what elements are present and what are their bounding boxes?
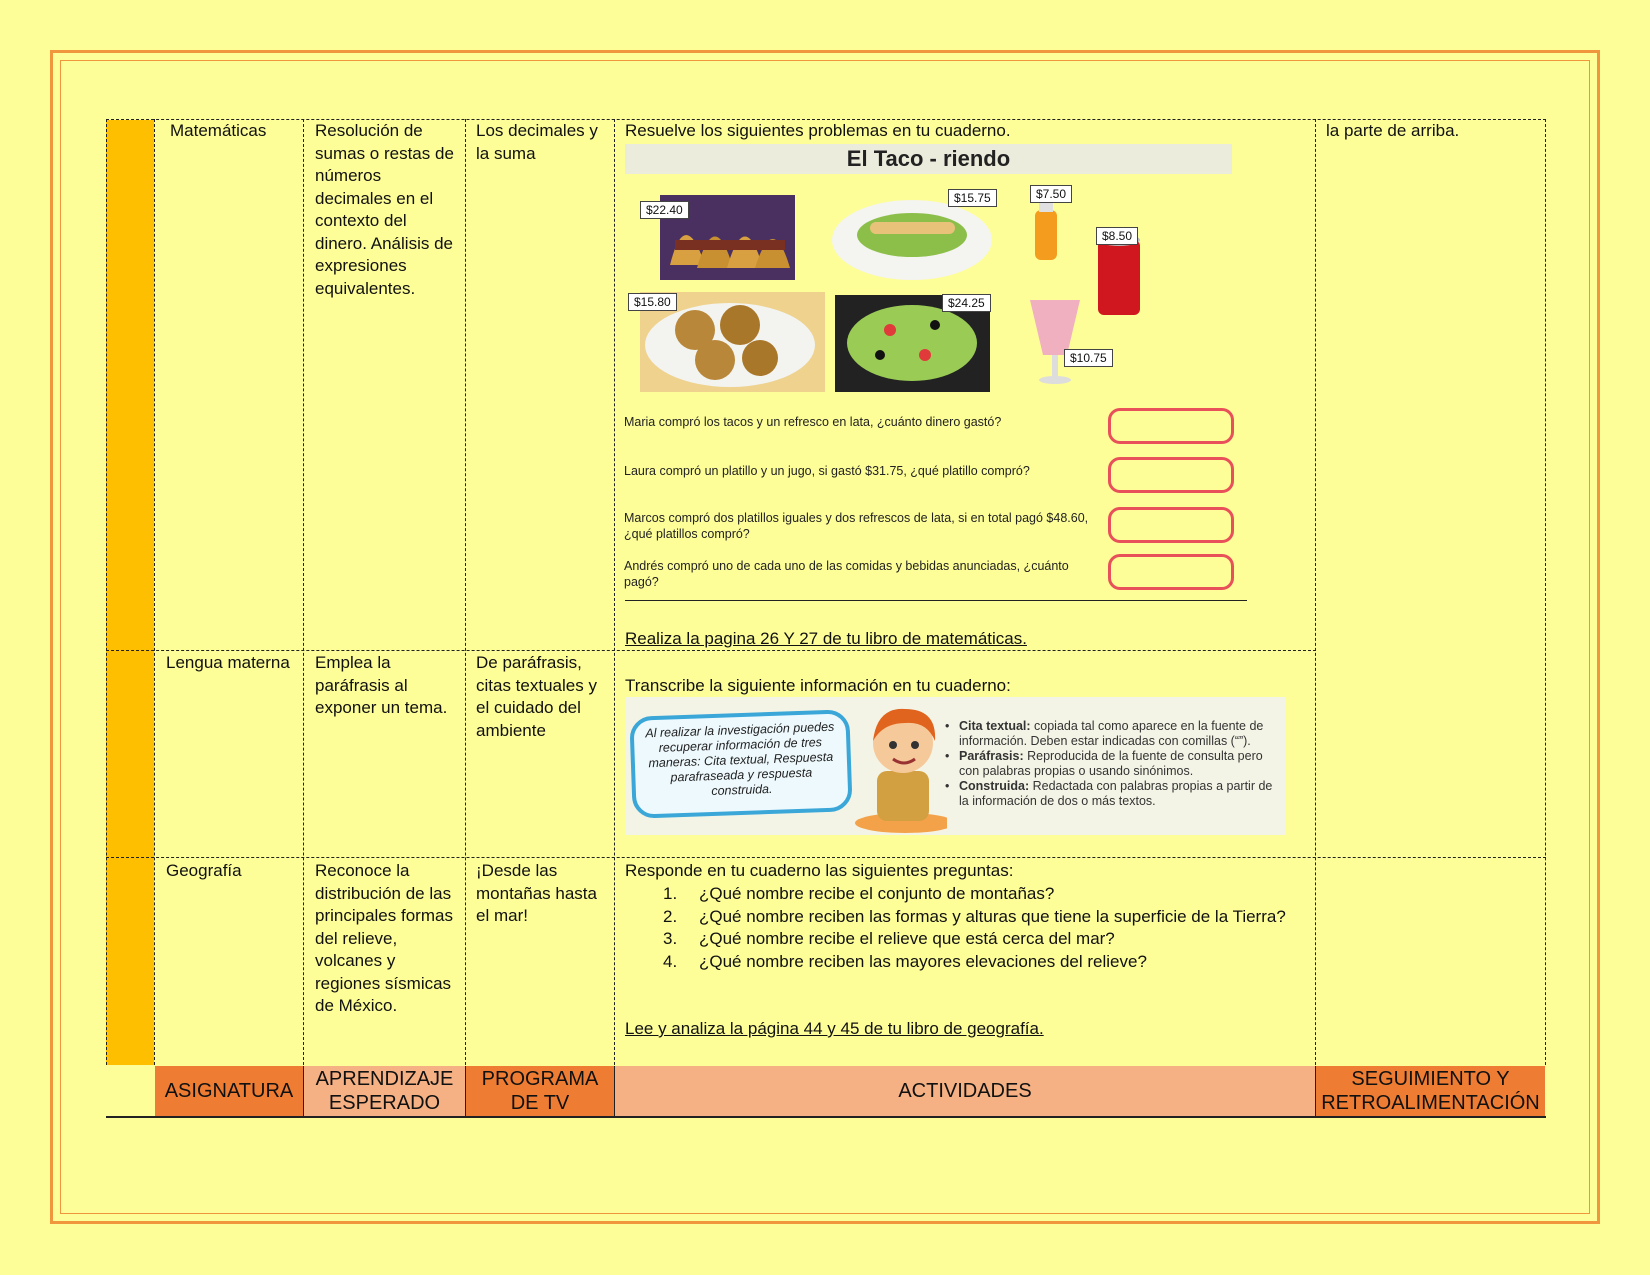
price-tag-salad: $24.25 — [942, 294, 991, 312]
question-item — [625, 928, 1295, 951]
row-3-program: ¡Desde las montañas hasta el mar! — [476, 861, 597, 925]
row-2-program: De paráfrasis, citas textuales y el cuidado del ambiente — [476, 653, 597, 740]
bullet-text: Redactada con palabras propias a partir de la información de dos o más textos. — [959, 779, 1273, 808]
row-2-subject: Lengua materna — [166, 653, 290, 672]
col-line-3 — [465, 119, 466, 1065]
problem-3: Marcos compró dos platillos iguales y dos refrescos de lata, si en total pagó $48.60, ¿qué platillos compró? — [624, 511, 1089, 541]
price-tag-juice: $7.50 — [1030, 185, 1072, 203]
header-divider — [303, 1066, 304, 1116]
answer-box-4[interactable] — [1108, 554, 1234, 590]
question-item — [625, 883, 1295, 906]
question-text: ¿Qué nombre recibe el conjunto de montañas? — [699, 884, 1055, 903]
header-program: PROGRAMA DE TV — [466, 1066, 614, 1116]
question-number: 2. — [663, 906, 678, 926]
question-text: ¿Qué nombre recibe el relieve que está cerca del mar? — [699, 929, 1115, 948]
question-text: ¿Qué nombre reciben las formas y alturas que tiene la superficie de la Tierra? — [699, 906, 1286, 926]
header-subject: ASIGNATURA — [155, 1066, 303, 1116]
header-divider — [614, 1066, 615, 1116]
col-line-6 — [1545, 119, 1546, 1065]
header-divider — [1315, 1066, 1316, 1116]
price-tag-tacos: $22.40 — [640, 201, 689, 219]
bullet-term: Construida: — [959, 779, 1030, 793]
header-activities: ACTIVIDADES — [615, 1066, 1315, 1116]
col-line-5 — [1315, 119, 1316, 1065]
bullet-term: Cita textual: — [959, 719, 1031, 733]
price-tag-sopes: $15.80 — [628, 293, 677, 311]
question-number: 1. — [663, 884, 678, 903]
citation-types-list — [945, 719, 1277, 809]
bullet-term: Paráfrasis: — [959, 749, 1024, 763]
problem-1: Maria compró los tacos y un refresco en lata, ¿cuánto dinero gastó? — [624, 415, 1002, 429]
answer-box-2[interactable] — [1108, 457, 1234, 493]
row-2-activity-intro: Transcribe la siguiente información en tu cuaderno: — [625, 676, 1011, 695]
col-line-4 — [614, 119, 615, 1065]
problem-2: Laura compró un platillo y un jugo, si gastó $31.75, ¿qué platillo compró? — [624, 464, 1030, 478]
question-item — [625, 951, 1295, 974]
col-line-2 — [303, 119, 304, 1065]
bullet-parafrasis: • Paráfrasis: Reproducida de la fuente de consulta pero con palabras propias o usando sinónimos. — [945, 749, 1263, 778]
price-tag-soda: $8.50 — [1096, 227, 1138, 245]
row-3-activity-footer: Lee y analiza la página 44 y 45 de tu libro de geografía. — [625, 1019, 1044, 1038]
answer-box-3[interactable] — [1108, 507, 1234, 543]
bullet-cita-textual: • Cita textual: copiada tal como aparece en la fuente de información. Deben estar indicadas con comillas (“”). — [945, 719, 1264, 748]
col-line-0 — [106, 119, 107, 1065]
bullet-construida: • Construida: Redactada con palabras propias a partir de la información de dos o más textos. — [945, 779, 1273, 808]
paraphrase-infographic — [625, 697, 1285, 835]
row-2-learning: Emplea la paráfrasis al exponer un tema. — [315, 653, 448, 717]
problems-rule — [625, 600, 1247, 601]
question-item — [625, 906, 1295, 929]
row-color-stripe — [106, 120, 154, 1065]
header-divider — [465, 1066, 466, 1116]
answer-box-1[interactable] — [1108, 408, 1234, 444]
row-3-learning: Reconoce la distribución de las principales formas del relieve, volcanes y regiones sísmicas de México. — [315, 861, 453, 1015]
row-1-activity-intro: Resuelve los siguientes problemas en tu cuaderno. — [625, 121, 1011, 140]
row-1-activity-footer: Realiza la pagina 26 Y 27 de tu libro de matemáticas. — [625, 629, 1027, 648]
row-1-program: Los decimales y la suma — [476, 121, 598, 163]
boy-illustration-icon — [847, 701, 947, 835]
speech-bubble: Al realizar la investigación puedes recuperar información de tres maneras: Cita textual, Respuesta parafraseada y respuesta construida. — [629, 709, 852, 819]
bullet-text: Reproducida de la fuente de consulta pero con palabras propias o usando sinónimos. — [959, 749, 1263, 778]
row-1-subject: Matemáticas — [170, 121, 267, 140]
row-3-subject: Geografía — [166, 861, 242, 880]
header-learning: APRENDIZAJE ESPERADO — [304, 1066, 465, 1116]
problem-4: Andrés compró uno de cada uno de las comidas y bebidas anunciadas, ¿cuánto pagó? — [624, 559, 1069, 589]
row-1-followup: la parte de arriba. — [1326, 121, 1460, 140]
question-text: ¿Qué nombre reciben las mayores elevaciones del relieve? — [699, 951, 1147, 971]
price-tag-flautas: $15.75 — [948, 189, 997, 207]
price-tag-milkshake: $10.75 — [1064, 349, 1113, 367]
question-number: 4. — [663, 951, 678, 971]
menu-banner: El Taco - riendo — [625, 144, 1232, 174]
row-1-learning: Resolución de sumas o restas de números decimales en el contexto del dinero. Análisis de expresiones equivalentes. — [315, 121, 454, 298]
table-bottom-border — [106, 1116, 1546, 1118]
row-divider-2 — [106, 857, 1546, 858]
geography-questions — [625, 883, 1295, 973]
col-line-1 — [154, 119, 155, 1065]
question-number: 3. — [663, 929, 678, 948]
bullet-text: copiada tal como aparece en la fuente de información. Deben estar indicadas con comillas (“”). — [959, 719, 1264, 748]
row-3-activity-intro: Responde en tu cuaderno las siguientes preguntas: — [625, 861, 1014, 880]
header-followup: SEGUIMIENTO Y RETROALIMENTACIÓN — [1316, 1066, 1545, 1116]
